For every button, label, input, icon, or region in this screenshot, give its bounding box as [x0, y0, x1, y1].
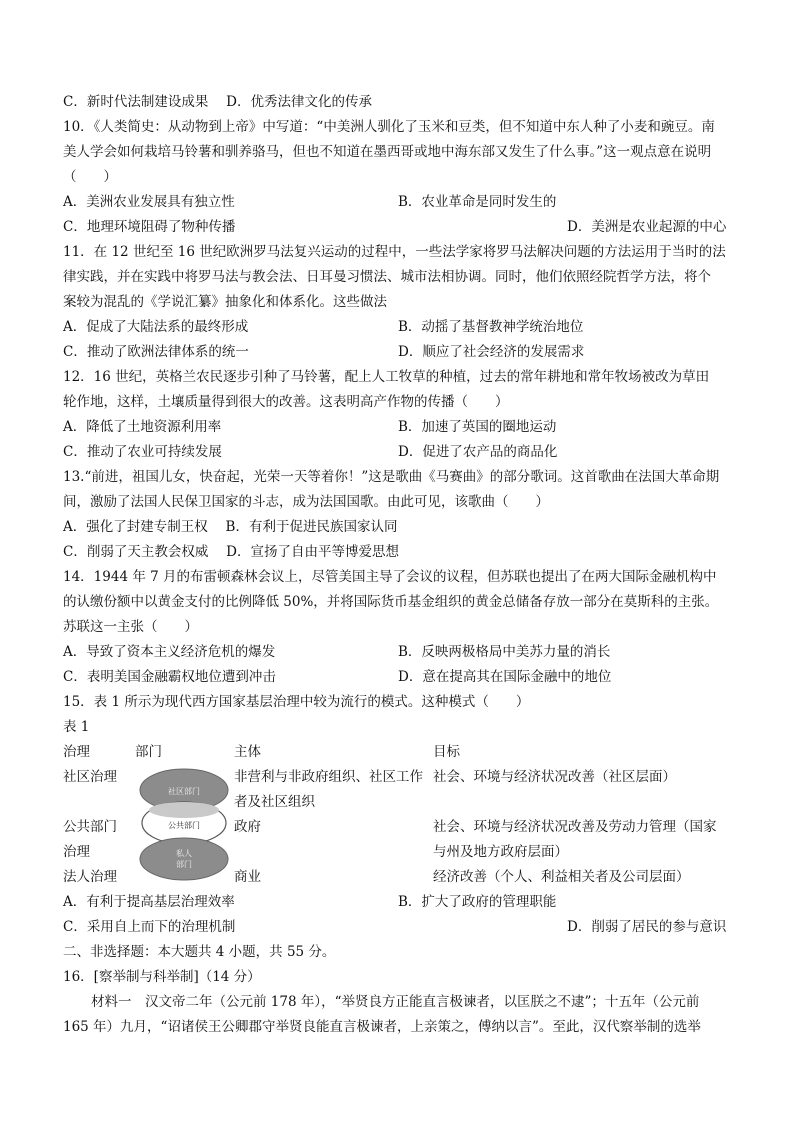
q9-option-c: C．新时代法制建设成果	[63, 94, 209, 110]
q10-stem-line1: 10．《人类简史：从动物到上帝》中写道：“中美洲人驯化了玉米和豆类，但不知道中东人种了小麦和豌豆。南	[63, 119, 715, 135]
q11-stem-line3: 案较为混乱的《学说汇纂》抽象化和体系化。这些做法	[63, 294, 387, 310]
row1-subject: 非营利与非政府组织、社区工作者及社区组织	[234, 769, 423, 810]
q12-stem-line1: 12．16 世纪，英格兰农民逐步引种了马铃薯，配上人工牧草的种植，过去的常年耕地和常年牧场被改为草田	[63, 369, 710, 385]
row1-goal: 社会、环境与经济状况改善（社区层面）	[433, 769, 676, 785]
q12-stem-line2: 轮作地，这样，土壤质量得到很大的改善。这表明高产作物的传播（ ）	[63, 394, 509, 410]
row2-goal: 社会、环境与经济状况改善及劳动力管理（国家与州及地方政府层面）	[433, 819, 717, 860]
section2-title: 二、非选择题：本大题共 4 小题，共 55 分。	[63, 944, 336, 960]
q13-options-ab	[63, 518, 397, 536]
table-header-governance: 治理	[63, 744, 90, 760]
q11-option-d: D．顺应了社会经济的发展需求	[398, 344, 585, 360]
q12-option-a: A．降低了土地资源利用率	[63, 419, 222, 435]
q13-option-a: A．强化了封建专制王权	[63, 519, 208, 535]
q14-option-b: B．反映两极格局中美苏力量的消长	[398, 644, 611, 660]
q15-stem: 15．表 1 所示为现代西方国家基层治理中较为流行的模式。这种模式（ ）	[63, 694, 530, 710]
row3-goal: 经济改善（个人、利益相关者及公司层面）	[433, 869, 690, 885]
q16-title: 16．[察举制与科举制]（14 分）	[63, 969, 261, 985]
table-header-subject: 主体	[234, 744, 261, 760]
q13-option-c: C．削弱了天主教会权威	[63, 544, 209, 560]
q14-option-a: A．导致了资本主义经济危机的爆发	[63, 644, 276, 660]
private-sector-ellipse	[140, 838, 228, 880]
q13-stem-line1: 13.“前进，祖国儿女，快奋起，光荣一天等着你！”这是歌曲《马赛曲》的部分歌词。这首歌曲在法国大革命期	[63, 469, 720, 485]
sector-venn-diagram	[138, 764, 230, 882]
q15-option-c: C．采用自上而下的治理机制	[63, 919, 236, 935]
diagram-label-private-1: 私人	[176, 849, 192, 858]
q13-option-d: D．宣扬了自由平等博爱思想	[226, 544, 399, 560]
row1-name: 社区治理	[63, 769, 117, 785]
table-caption: 表 1	[63, 719, 90, 735]
q14-stem-line2: 的认缴份额中以黄金支付的比例降低 50%，并将国际货币基金组织的黄金总储备存放一部分在莫斯科的主张。	[63, 594, 719, 610]
community-public-overlap	[149, 802, 219, 818]
q13-option-b: B．有利于促进民族国家认同	[225, 519, 398, 535]
q16-material-line2: 165 年）九月，“诏诸侯王公卿郡守举贤良能直言极谏者，上亲策之，傅纳以言”。至此，汉代察举制的选举	[63, 1019, 701, 1035]
q12-option-b: B．加速了英国的圈地运动	[398, 419, 557, 435]
q11-option-b: B．动摇了基督教神学统治地位	[398, 319, 584, 335]
diagram-label-community: 社区部门	[168, 787, 200, 796]
q16-material-line1: 材料一 汉文帝二年（公元前 178 年），“举贤良方正能直言极谏者，以匡朕之不逮”；十五年（公元前	[91, 994, 700, 1010]
q12-option-d: D．促进了农产品的商品化	[398, 444, 558, 460]
q14-option-c: C．表明美国金融霸权地位遭到冲击	[63, 669, 276, 685]
q10-option-a: A．美洲农业发展具有独立性	[63, 194, 235, 210]
q9-options-row	[63, 93, 372, 111]
q9-option-d: D．优秀法律文化的传承	[226, 94, 372, 110]
row3-name: 法人治理	[63, 869, 117, 885]
diagram-label-public: 公共部门	[168, 821, 200, 830]
q14-stem-line1: 14．1944 年 7 月的布雷顿森林会议上，尽管美国主导了会议的议程，但苏联也提出了在两大国际金融机构中	[63, 569, 717, 585]
q15-option-a: A．有利于提高基层治理效率	[63, 894, 235, 910]
q10-option-d: D．美洲是农业起源的中心	[567, 219, 727, 235]
q10-option-b: B．农业革命是同时发生的	[398, 194, 557, 210]
q14-option-d: D．意在提高其在国际金融中的地位	[398, 669, 612, 685]
q14-stem-line3: 苏联这一主张（ ）	[63, 619, 198, 635]
q10-option-c: C．地理环境阻碍了物种传播	[63, 219, 236, 235]
q13-options-cd	[63, 543, 399, 561]
row2-subject: 政府	[234, 819, 261, 835]
row3-subject: 商业	[234, 869, 261, 885]
q11-stem-line1: 11．在 12 世纪至 16 世纪欧洲罗马法复兴运动的过程中，一些法学家将罗马法解决问题的方法运用于当时的法	[63, 244, 726, 260]
q10-stem-line2: 美人学会如何栽培马铃薯和驯养骆马，但也不知道在墨西哥或地中海东部又发生了什么事。”这一观点意在说明	[63, 144, 712, 160]
q11-option-a: A．促成了大陆法系的最终形成	[63, 319, 249, 335]
q13-stem-line2: 间，激励了法国人民保卫国家的斗志，成为法国国歌。由此可见，该歌曲（ ）	[63, 494, 549, 510]
row2-name-line1: 公共部门	[63, 819, 117, 835]
q11-option-c: C．推动了欧洲法律体系的统一	[63, 344, 249, 360]
diagram-label-private-2: 部门	[176, 860, 192, 869]
q11-stem-line2: 律实践，并在实践中将罗马法与教会法、日耳曼习惯法、城市法相协调。同时，他们依照经院哲学方法，将个	[63, 269, 711, 285]
row2-name-line2: 治理	[63, 844, 90, 860]
table-header-sector: 部门	[135, 744, 162, 760]
q10-stem-line3: （ ）	[63, 169, 117, 185]
q15-option-b: B．扩大了政府的管理职能	[398, 894, 557, 910]
table-header-goal: 目标	[433, 744, 460, 760]
q12-option-c: C．推动了农业可持续发展	[63, 444, 222, 460]
q15-option-d: D．削弱了居民的参与意识	[567, 919, 727, 935]
